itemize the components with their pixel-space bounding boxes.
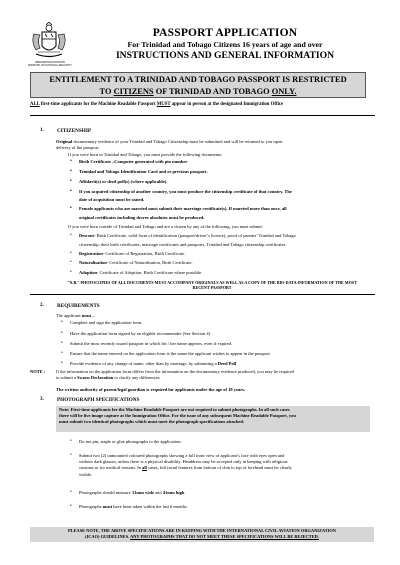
section-title-citizenship: CITIZENSHIP [57,128,92,134]
list-item: • Submit two (2) unmounted coloured photographs showing a full front view of applicant’s face with eyes open and without dark glasses, unless there is a physical disability. Headdress may be accepted only in keeping with religious customs or for medical reasons. In all cases, full facial features from bottom of chin to top of forehead must be clearly visible. [79,453,371,478]
photo-note-box: Note: First-time applicants for the Machine Readable Passport are not required to submit photographs. In all such cases there will be live image capture at the Immigration Office. For the issue of any subsequent Machine Readable Passport, you must submit two identical photographs which must meet the photograph specifications attached. [56,406,370,432]
page-title: PASSPORT APPLICATION [152,27,298,39]
list-item: • If you acquired citizenship of another country, you must produce the citizenship certificate of that country. The [79,189,292,195]
coat-of-arms-icon [28,22,70,62]
list-item: • Female applicants who are married must submit their marriage certificate(s). If married more than once, all [79,206,287,212]
list-item: • Ensure that the name entered on the application form is the name the applicant wishes to appear in the passport. [70,351,271,357]
list-item: • Registration- Certificate of Registration, Birth Certificate. [79,251,185,257]
list-item-continued: citizenship; their birth certificates, marriage certificates and passports, Trinidad and Tobago citizenship certificates. [79,242,287,247]
list-item-continued: original certificates including decree absolutes must be produced. [79,215,205,220]
section-number: 2. [40,303,44,308]
section-number: 3. [40,397,44,402]
born-outside-heading: If you were born outside of Trinidad and Tobago and are a citizen by any of the following, you must submit: [68,224,263,229]
list-item-continued: date of acquisition must be stated. [79,197,145,202]
crest-caption: IMMIGRATION DIVISION MINISTRY OF NATIONAL SECURITY [28,61,72,68]
list-item: • Provide evidence of any change of name, other than by marriage, by submitting a Deed Poll [70,361,236,367]
page-subtitle-2: INSTRUCTIONS AND GENERAL INFORMATION [115,50,335,61]
divider [30,115,375,116]
entitlement-banner: ENTITLEMENT TO A TRINIDAD AND TOBAGO PASSPORT IS RESTRICTED TO CITIZENS OF TRINIDAD AND TOBAGO ONLY. [30,72,366,98]
section-number: 1. [40,128,44,133]
list-item: • Naturalisation- Certificate of Naturalisation, Birth Certificate. [79,260,193,266]
list-item: • Have the application form signed by an eligible recommender (See Section 4). [70,331,211,337]
list-item: • Birth Certificate –Computer generated with pin number [79,159,187,165]
list-item: • Descent- Birth Certificate, valid form of identification (passport/driver’s licence), proof of parents’ Trinidad and Tobago [79,233,296,239]
list-item: • Affidavit(s) or deed poll(s) (where applicable). [79,179,167,185]
born-in-heading: If you were born in Trinidad and Tobago, you must provide the following documents: [68,152,223,157]
list-item: • Submit the most recently issued passport in which his / her name appears, even if expired. [70,341,232,347]
list-item: • Do not pin, staple or glue photographs to the application. [79,439,182,445]
note-text: If the information on the application form differs from the information on the documentary evidence produced, you may be required to submit a Sworn Declaration to clarify any differences. [56,369,295,381]
note-label: NOTE : [30,369,46,374]
parental-authority-note: The written authority of parent/legal guardian is required for applicants under the age of 18 years. [56,387,246,392]
icao-footer-notice: PLEASE NOTE, THE ABOVE SPECIFICATIONS ARE IN KEEPING WITH THE INTERNATIONAL CIVIL AVIATION ORGANIZATION (ICAO) GUIDELINES. ANY PHOTOGRAPHS THAT DO NOT MEET THESE SPECIFICATIONS WILL BE REJECTED. [30,527,374,542]
list-item: • Trinidad and Tobago Identification Card and or previous passport. [79,169,208,175]
section-title-photograph: PHOTOGRAPH SPECIFICATIONS [57,397,140,403]
first-time-notice: ALL first-time applicants for the Machine Readable Passport MUST appear in person at the designated Immigration Office [30,102,284,107]
page-subtitle: For Trinidad and Tobago Citizens 16 years of age and over [127,40,323,49]
list-item: • Photographs must have been taken within the last 6 months. [79,504,188,510]
list-item: • Complete and sign the application form. [70,320,142,326]
requirements-intro: The applicant must – [56,313,95,318]
list-item: • Photographs should measure 31mm wide and 41mm high [79,490,184,496]
list-item: • Adoption- Certificate of Adoption, Birth Certificate where possible. [79,270,202,276]
divider [30,294,375,295]
section-title-requirements: REQUIREMENTS [57,303,100,309]
nb-photocopies-notice: "N.B." PHOTOCOPIES OF ALL DOCUMENTS MUST ACCOMPANY ORIGINALS AS WELL AS A COPY OF THE BIO-DATA INFORMATION OF THE MOST RECENT PASSPORT [67,280,357,291]
citizenship-intro: Original documentary evidence of your Trinidad and Tobago Citizenship must be submitted and will be returned to you upon delivery of the passport. [56,139,283,151]
